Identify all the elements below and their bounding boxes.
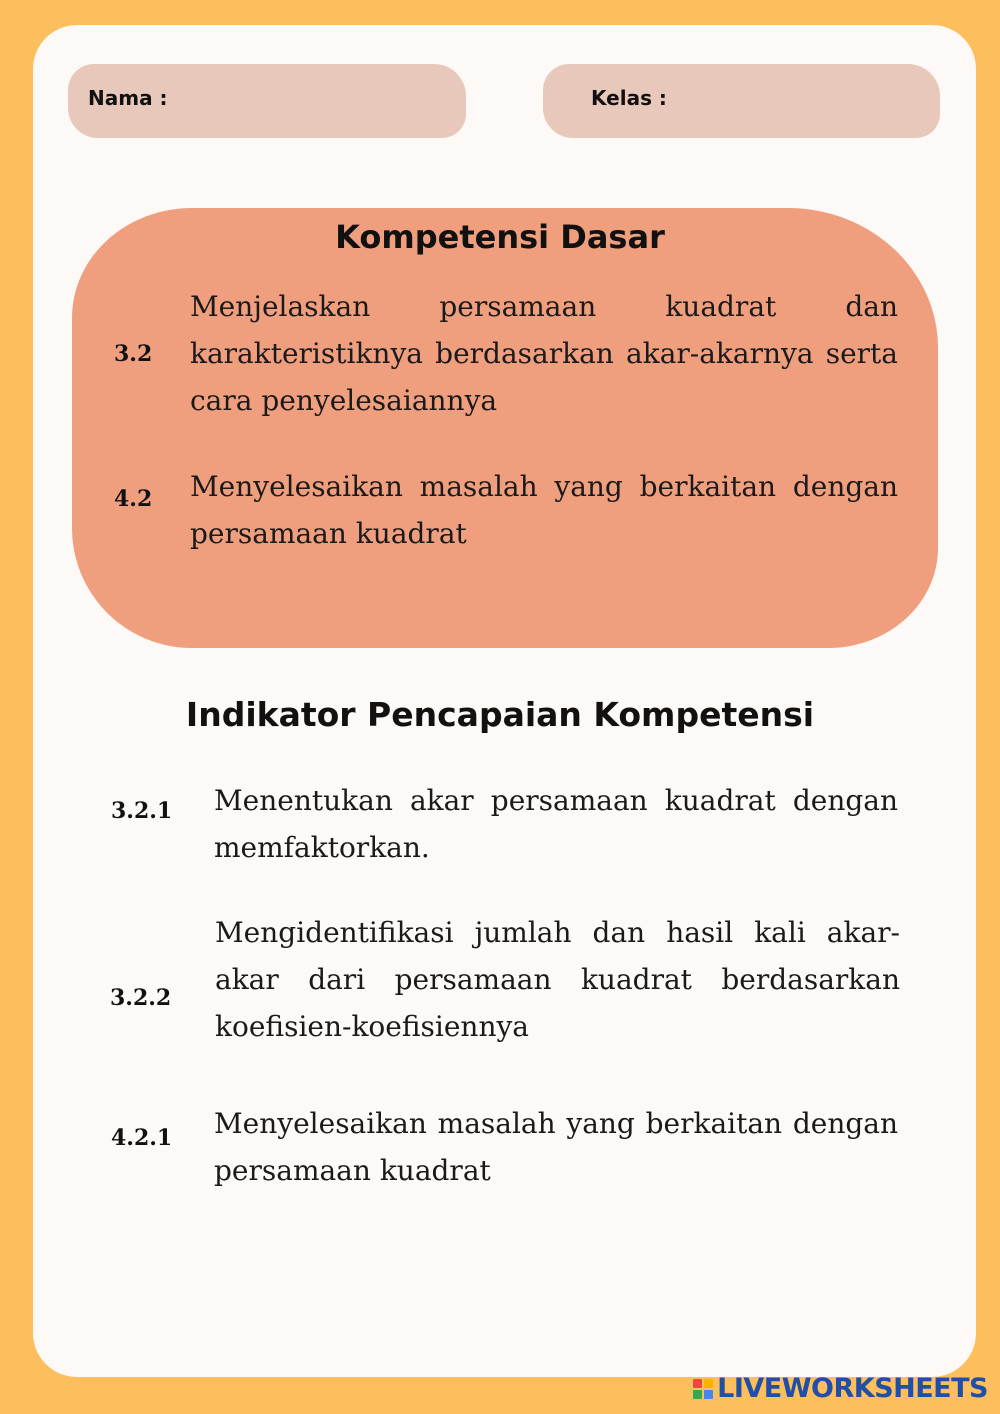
- liveworksheets-brand[interactable]: [693, 1373, 988, 1404]
- class-field[interactable]: [543, 64, 940, 138]
- kompetensi-dasar-title: Kompetensi Dasar: [335, 218, 665, 256]
- class-label: Kelas :: [591, 86, 667, 110]
- indikator-title: Indikator Pencapaian Kompetensi: [185, 695, 815, 734]
- kd-item-text: Menyelesaikan masalah yang berkaitan dengan persamaan kuadrat: [190, 470, 898, 550]
- liveworksheets-logo-icon: [693, 1379, 713, 1399]
- name-field[interactable]: [68, 64, 466, 138]
- indikator-item-number: 4.2.1: [111, 1125, 173, 1151]
- kompetensi-dasar-panel: [72, 208, 938, 648]
- kd-item-number: 4.2: [114, 486, 153, 512]
- indikator-item-text: Menentukan akar persamaan kuadrat dengan memfaktorkan.: [214, 784, 898, 864]
- indikator-item-text: Menyelesaikan masalah yang berkaitan dengan persamaan kuadrat: [214, 1107, 898, 1187]
- indikator-item-number: 3.2.2: [110, 985, 172, 1011]
- indikator-item-text: Mengidentifikasi jumlah dan hasil kali akar-akar dari persamaan kuadrat berdasarkan koefisien-koefisiennya: [215, 916, 900, 1043]
- liveworksheets-wordmark: LIVEWORKSHEETS: [717, 1373, 988, 1404]
- kd-item-number: 3.2: [114, 341, 153, 367]
- indikator-item-number: 3.2.1: [111, 798, 173, 824]
- kd-item-text: Menjelaskan persamaan kuadrat dan karakteristiknya berdasarkan akar-akarnya serta cara penyelesaiannya: [190, 290, 898, 417]
- name-label: Nama :: [88, 86, 168, 110]
